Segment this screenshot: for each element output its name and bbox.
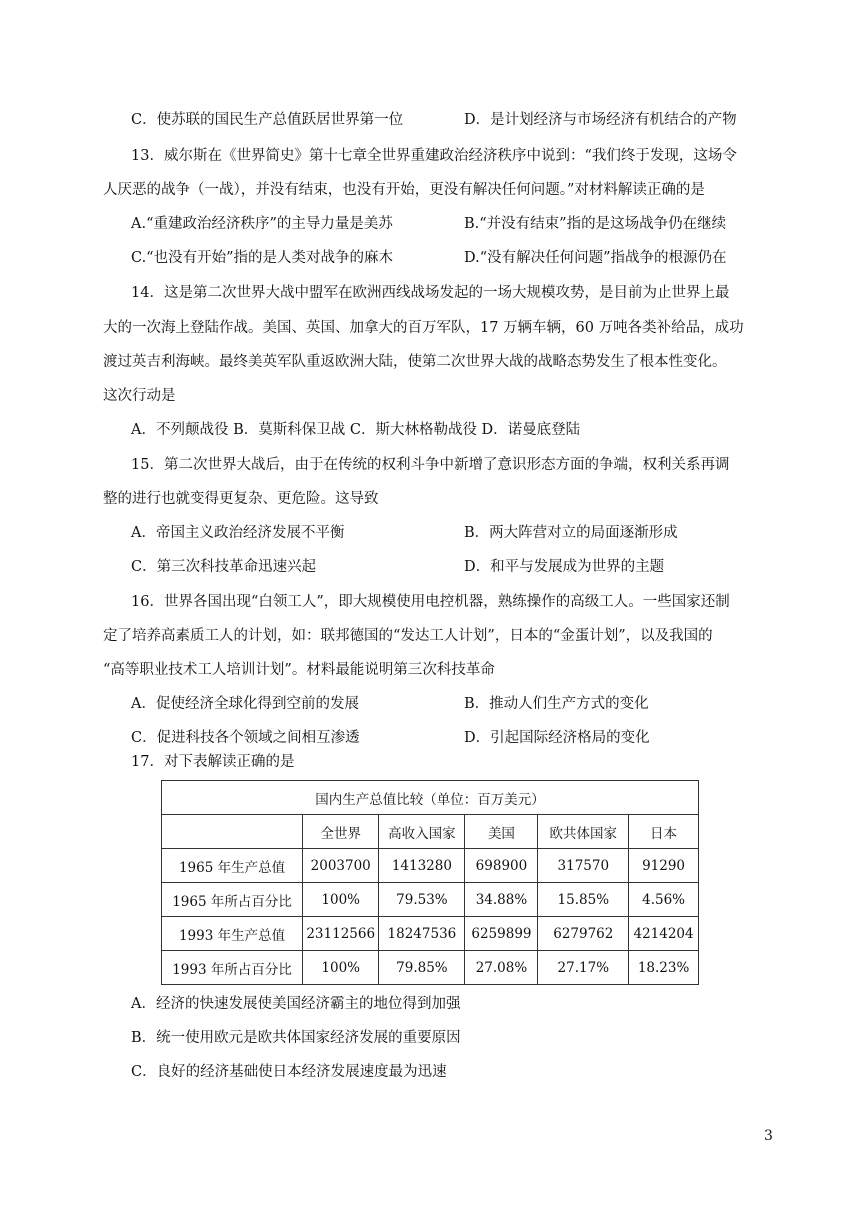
table-cell: 100% xyxy=(303,951,379,985)
q15-stem-line1: 15．第二次世界大战后，由于在传统的权利斗争中新增了意识形态方面的争端，权利关系再调 xyxy=(131,457,730,473)
table-cell: 34.88% xyxy=(465,883,538,917)
q15-option-a: A．帝国主义政治经济发展不平衡 xyxy=(131,525,345,541)
gdp-comparison-table xyxy=(161,780,699,985)
q15-stem-line2: 整的进行也就变得更复杂、更危险。这导致 xyxy=(103,491,379,507)
q13-option-a: A.“重建政治经济秩序”的主导力量是美苏 xyxy=(131,216,393,232)
table-cell: 100% xyxy=(303,883,379,917)
table-cell: 27.08% xyxy=(465,951,538,985)
table-header-row xyxy=(162,815,699,849)
q16-stem-line1: 16．世界各国出现“白领工人”，即大规模使用电控机器，熟练操作的高级工人。一些国家还制 xyxy=(131,594,730,610)
q16-option-d: D．引起国际经济格局的变化 xyxy=(464,730,650,746)
q13-option-d: D.“没有解决任何问题”指战争的根源仍在 xyxy=(464,250,727,266)
table-cell: 27.17% xyxy=(538,951,629,985)
table-cell: 1965 年生产总值 xyxy=(162,849,303,883)
table-cell: 91290 xyxy=(629,849,699,883)
table-cell: 15.85% xyxy=(538,883,629,917)
q16-stem-line2: 定了培养高素质工人的计划，如：联邦德国的“发达工人计划”，日本的“金蛋计划”，以及我国的 xyxy=(103,628,713,644)
table-caption: 国内生产总值比较（单位：百万美元） xyxy=(162,781,699,815)
table-header-cell: 欧共体国家 xyxy=(538,815,629,849)
q16-option-c: C．促进科技各个领域之间相互渗透 xyxy=(131,730,360,746)
table-cell: 18247536 xyxy=(379,917,465,951)
q13-option-c: C.“也没有开始”指的是人类对战争的麻木 xyxy=(131,250,394,266)
q12-option-d: D．是计划经济与市场经济有机结合的产物 xyxy=(464,112,737,128)
table-row xyxy=(162,849,699,883)
q14-stem-line1: 14．这是第二次世界大战中盟军在欧洲西线战场发起的一场大规模攻势，是目前为止世界上最 xyxy=(131,285,730,301)
q17-option-c: C．良好的经济基础使日本经济发展速度最为迅速 xyxy=(131,1064,447,1080)
table-cell: 1413280 xyxy=(379,849,465,883)
table-cell: 1993 年生产总值 xyxy=(162,917,303,951)
q17-option-b: B．统一使用欧元是欧共体国家经济发展的重要原因 xyxy=(131,1030,461,1046)
q14-stem-line2: 大的一次海上登陆作战。美国、英国、加拿大的百万军队，17 万辆车辆，60 万吨各类补给品，成功 xyxy=(103,320,744,336)
table-cell: 18.23% xyxy=(629,951,699,985)
table-cell: 79.53% xyxy=(379,883,465,917)
table-cell: 1965 年所占百分比 xyxy=(162,883,303,917)
q17-option-a: A．经济的快速发展使美国经济霸主的地位得到加强 xyxy=(131,996,461,1012)
q16-option-a: A．促使经济全球化得到空前的发展 xyxy=(131,696,359,712)
table-header-cell: 日本 xyxy=(629,815,699,849)
table-cell: 1993 年所占百分比 xyxy=(162,951,303,985)
table-cell: 23112566 xyxy=(303,917,379,951)
table-row xyxy=(162,951,699,985)
table-row xyxy=(162,883,699,917)
q13-stem-line2: 人厌恶的战争（一战），并没有结束，也没有开始，更没有解决任何问题。”对材料解读正确的是 xyxy=(103,182,705,198)
q13-stem-line1: 13．威尔斯在《世界简史》第十七章全世界重建政治经济秩序中说到：“我们终于发现，这场令 xyxy=(131,148,737,164)
q16-stem-line3: “高等职业技术工人培训计划”。材料最能说明第三次科技革命 xyxy=(103,662,495,678)
table-header-cell: 美国 xyxy=(465,815,538,849)
table-cell: 4214204 xyxy=(629,917,699,951)
q15-option-b: B．两大阵营对立的局面逐渐形成 xyxy=(464,525,678,541)
q17-stem: 17．对下表解读正确的是 xyxy=(131,754,295,770)
q14-options: A．不列颠战役 B．莫斯科保卫战 C．斯大林格勒战役 D．诺曼底登陆 xyxy=(131,422,581,438)
table-cell: 698900 xyxy=(465,849,538,883)
table-header-cell xyxy=(162,815,303,849)
table-cell: 317570 xyxy=(538,849,629,883)
table-cell: 6259899 xyxy=(465,917,538,951)
q12-option-c: C．使苏联的国民生产总值跃居世界第一位 xyxy=(131,112,404,128)
q14-stem-line3: 渡过英吉利海峡。最终美英军队重返欧洲大陆，使第二次世界大战的战略态势发生了根本性变化。 xyxy=(103,354,727,370)
q16-option-b: B．推动人们生产方式的变化 xyxy=(464,696,649,712)
table-cell: 2003700 xyxy=(303,849,379,883)
q15-option-c: C．第三次科技革命迅速兴起 xyxy=(131,559,317,575)
table-cell: 4.56% xyxy=(629,883,699,917)
table-cell: 79.85% xyxy=(379,951,465,985)
q15-option-d: D．和平与发展成为世界的主题 xyxy=(464,559,665,575)
table-row xyxy=(162,917,699,951)
table-cell: 6279762 xyxy=(538,917,629,951)
page-number: 3 xyxy=(764,1128,773,1144)
table-header-cell: 全世界 xyxy=(303,815,379,849)
table-header-cell: 高收入国家 xyxy=(379,815,465,849)
q14-stem-line4: 这次行动是 xyxy=(103,388,176,404)
q13-option-b: B.“并没有结束”指的是这场战争仍在继续 xyxy=(464,216,727,232)
